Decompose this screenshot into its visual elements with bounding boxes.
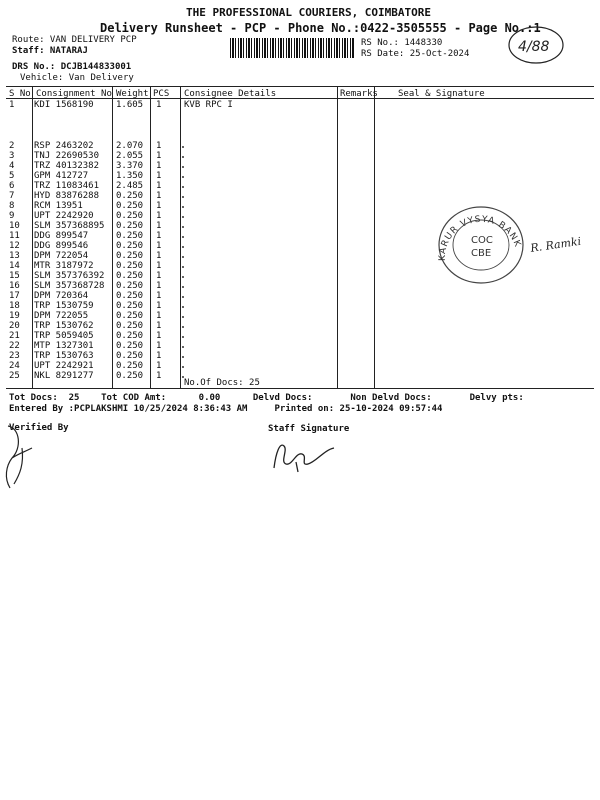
cell-consignment: MTP 1327301	[34, 341, 94, 351]
barcode	[230, 38, 355, 58]
route-label: Route: VAN DELIVERY PCP	[12, 35, 137, 45]
col-header-consignment: Consignment No	[36, 89, 112, 99]
cell-pcs: 1	[156, 321, 162, 331]
handwritten-page-mark	[506, 24, 566, 70]
cell-pcs: 1	[156, 251, 162, 261]
cell-weight: 0.250	[116, 191, 144, 201]
cell-pcs: 1	[156, 261, 162, 271]
cell-consignment: TRZ 11083461	[34, 181, 100, 191]
consignee-dot	[182, 146, 184, 148]
cell-consignment: SLM 357368728	[34, 281, 105, 291]
page-mark-text: 4/88	[518, 39, 550, 55]
table-row	[0, 151, 600, 161]
consignee-dot	[182, 196, 184, 198]
cell-sno: 5	[9, 171, 15, 181]
cell-sno: 12	[9, 241, 20, 251]
col-header-sno: S No	[9, 89, 31, 99]
consignee-dot	[182, 226, 184, 228]
consignee-dot	[182, 326, 184, 328]
cell-pcs: 1	[156, 201, 162, 211]
table-bottom-rule	[6, 388, 594, 389]
cell-sno: 18	[9, 301, 20, 311]
col-header-pcs: PCS	[153, 89, 170, 99]
cell-consignment: TRP 5059405	[34, 331, 94, 341]
cell-weight: 0.250	[116, 321, 144, 331]
no-of-docs: No.Of Docs: 25	[184, 378, 260, 388]
cell-pcs: 1	[156, 100, 162, 110]
cell-weight: 0.250	[116, 221, 144, 231]
consignee-dot	[182, 316, 184, 318]
rs-date: RS Date: 25-Oct-2024	[361, 49, 470, 59]
consignee-dot	[182, 266, 184, 268]
cell-sno: 14	[9, 261, 20, 271]
consignee-dot	[182, 206, 184, 208]
drs-number: DRS No.: DCJB144833001	[12, 62, 132, 72]
seal-line1: COC	[471, 235, 493, 246]
cell-weight: 0.250	[116, 261, 144, 271]
cell-weight: 0.250	[116, 291, 144, 301]
cell-pcs: 1	[156, 361, 162, 371]
consignee-dot	[182, 346, 184, 348]
cell-sno: 17	[9, 291, 20, 301]
cell-sno: 4	[9, 161, 15, 171]
cell-pcs: 1	[156, 291, 162, 301]
cell-pcs: 1	[156, 141, 162, 151]
consignee-dot	[182, 236, 184, 238]
cell-consignment: UPT 2242921	[34, 361, 94, 371]
consignee-dot	[182, 156, 184, 158]
consignee-dot	[182, 336, 184, 338]
verifier-signature-scribble	[2, 418, 52, 498]
company-title: THE PROFESSIONAL COURIERS, COIMBATORE	[186, 6, 432, 19]
cell-consignment: TRP 1530762	[34, 321, 94, 331]
cell-weight: 3.370	[116, 161, 144, 171]
cell-consignment: RSP 2463202	[34, 141, 94, 151]
table-row	[0, 141, 600, 151]
consignee-dot	[182, 306, 184, 308]
rs-number: RS No.: 1448330	[361, 38, 443, 48]
staff-signature-label: Staff Signature	[268, 424, 350, 434]
cell-sno: 16	[9, 281, 20, 291]
cell-sno: 23	[9, 351, 20, 361]
consignee-dot	[182, 246, 184, 248]
cell-pcs: 1	[156, 181, 162, 191]
cell-pcs: 1	[156, 311, 162, 321]
cell-sno: 11	[9, 231, 20, 241]
cell-weight: 1.350	[116, 171, 144, 181]
consignee-dot	[182, 186, 184, 188]
cell-pcs: 1	[156, 161, 162, 171]
consignee-dot	[182, 276, 184, 278]
cell-weight: 0.250	[116, 271, 144, 281]
table-row	[0, 181, 600, 191]
cell-consignment: NKL 8291277	[34, 371, 94, 381]
cell-sno: 3	[9, 151, 15, 161]
table-row	[0, 321, 600, 331]
cell-sno: 1	[9, 100, 15, 110]
cell-sno: 8	[9, 201, 15, 211]
cell-sno: 9	[9, 211, 15, 221]
cell-pcs: 1	[156, 301, 162, 311]
cell-weight: 2.070	[116, 141, 144, 151]
cell-consignment: DPM 722055	[34, 311, 89, 321]
table-row	[0, 161, 600, 171]
cell-consignment: TRZ 40132382	[34, 161, 100, 171]
table-row	[0, 291, 600, 301]
cell-consignment: GPM 412727	[34, 171, 89, 181]
cell-consignment: TRP 1530763	[34, 351, 94, 361]
cell-consignment: RCM 13951	[34, 201, 83, 211]
table-top-rule	[6, 86, 594, 87]
cell-consignment: DDG 899547	[34, 231, 89, 241]
table-row	[0, 100, 600, 110]
cell-consignment: SLM 357368895	[34, 221, 105, 231]
cell-sno: 22	[9, 341, 20, 351]
cell-sno: 21	[9, 331, 20, 341]
cell-pcs: 1	[156, 211, 162, 221]
cell-sno: 25	[9, 371, 20, 381]
cell-weight: 0.250	[116, 341, 144, 351]
col-header-consignee: Consignee Details	[184, 89, 277, 99]
cell-pcs: 1	[156, 191, 162, 201]
runsheet-title: Delivery Runsheet - PCP - Phone No.:0422-3505555 - Page No.:1	[100, 21, 541, 35]
consignee-dot	[182, 256, 184, 258]
cell-pcs: 1	[156, 371, 162, 381]
col-header-weight: Weight	[116, 89, 149, 99]
consignee-dot	[182, 216, 184, 218]
cell-consignment: TRP 1530759	[34, 301, 94, 311]
cell-weight: 0.250	[116, 331, 144, 341]
cell-consignment: HYD 83876288	[34, 191, 100, 201]
consignee-dot	[182, 366, 184, 368]
cell-weight: 0.250	[116, 251, 144, 261]
col-header-remarks: Remarks	[340, 89, 378, 99]
cell-weight: 0.250	[116, 241, 144, 251]
table-row	[0, 341, 600, 351]
cell-weight: 0.250	[116, 371, 144, 381]
cell-sno: 13	[9, 251, 20, 261]
cell-consignment: DPM 720364	[34, 291, 89, 301]
cell-sno: 15	[9, 271, 20, 281]
consignee-dot	[182, 176, 184, 178]
cell-consignment: UPT 2242920	[34, 211, 94, 221]
table-row	[0, 351, 600, 361]
consignee-dot	[182, 356, 184, 358]
cell-pcs: 1	[156, 331, 162, 341]
cell-weight: 0.250	[116, 361, 144, 371]
cell-consignment: SLM 357376392	[34, 271, 105, 281]
table-row	[0, 191, 600, 201]
cell-pcs: 1	[156, 341, 162, 351]
cell-weight: 2.485	[116, 181, 144, 191]
table-row	[0, 371, 600, 381]
cell-sno: 19	[9, 311, 20, 321]
cell-pcs: 1	[156, 221, 162, 231]
cell-consignment: DPM 722054	[34, 251, 89, 261]
table-row	[0, 301, 600, 311]
cell-pcs: 1	[156, 171, 162, 181]
totals-line: Tot Docs: 25 Tot COD Amt: 0.00 Delvd Docs: Non Delvd Docs: Delvy pts:	[9, 393, 524, 403]
cell-weight: 2.055	[116, 151, 144, 161]
cell-consignment: MTR 3187972	[34, 261, 94, 271]
bank-seal-stamp	[425, 203, 535, 287]
cell-weight: 0.250	[116, 201, 144, 211]
cell-pcs: 1	[156, 271, 162, 281]
cell-sno: 2	[9, 141, 15, 151]
cell-consignment: TNJ 22690530	[34, 151, 100, 161]
cell-sno: 24	[9, 361, 20, 371]
vehicle-label: Vehicle: Van Delivery	[20, 73, 134, 83]
cell-pcs: 1	[156, 231, 162, 241]
seal-line2: CBE	[471, 248, 492, 259]
cell-sno: 10	[9, 221, 20, 231]
table-row	[0, 311, 600, 321]
table-row	[0, 331, 600, 341]
consignee-dot	[182, 296, 184, 298]
staff-label: Staff: NATARAJ	[12, 46, 88, 56]
cell-weight: 0.250	[116, 311, 144, 321]
cell-pcs: 1	[156, 281, 162, 291]
receiver-signature	[528, 228, 594, 258]
cell-weight: 0.250	[116, 231, 144, 241]
cell-weight: 0.250	[116, 211, 144, 221]
cell-sno: 20	[9, 321, 20, 331]
cell-consignee: KVB RPC I	[184, 100, 233, 110]
cell-consignment: KDI 1568190	[34, 100, 94, 110]
cell-pcs: 1	[156, 241, 162, 251]
entered-by-line: Entered By :PCPLAKSHMI 10/25/2024 8:36:43 AM Printed on: 25-10-2024 09:57:44	[9, 404, 443, 414]
table-row	[0, 171, 600, 181]
cell-sno: 6	[9, 181, 15, 191]
cell-pcs: 1	[156, 351, 162, 361]
consignee-dot	[182, 166, 184, 168]
verified-by-label: Verified By	[9, 423, 69, 433]
table-row	[0, 361, 600, 371]
cell-weight: 0.250	[116, 301, 144, 311]
cell-weight: 0.250	[116, 351, 144, 361]
cell-weight: 0.250	[116, 281, 144, 291]
cell-pcs: 1	[156, 151, 162, 161]
cell-sno: 7	[9, 191, 15, 201]
receiver-signature-text: R. Ramki	[529, 234, 582, 255]
consignee-dot	[182, 286, 184, 288]
staff-signature-scribble	[268, 432, 340, 476]
seal-ring-text: KARUR VYSYA BANK	[437, 214, 523, 262]
cell-consignment: DDG 899546	[34, 241, 89, 251]
col-header-seal: Seal & Signature	[398, 89, 485, 99]
cell-weight: 1.605	[116, 100, 144, 110]
